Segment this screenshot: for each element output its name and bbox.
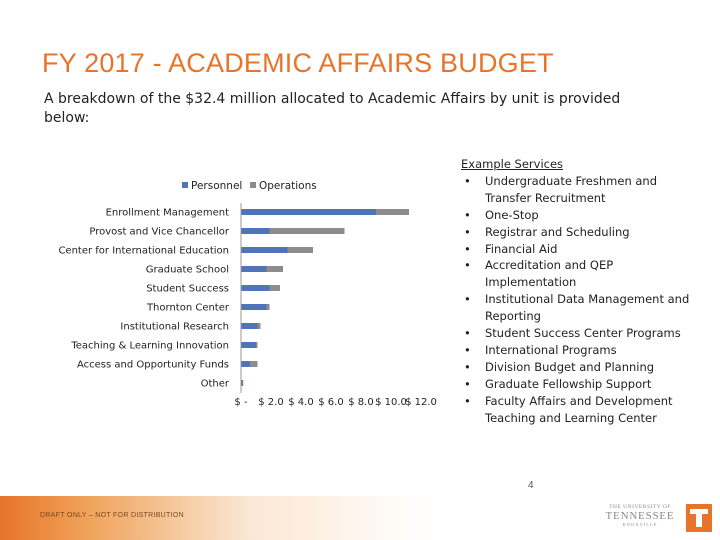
draft-notice: DRAFT ONLY – NOT FOR DISTRIBUTION: [40, 512, 184, 519]
category-label: Thornton Center: [146, 302, 229, 314]
service-item: • Student Success Center Programs: [461, 325, 701, 342]
bar-operations: [250, 361, 258, 367]
bar-personnel: [241, 361, 250, 367]
page-number: 4: [528, 480, 534, 491]
bar-operations: [270, 285, 281, 291]
service-item: • Accreditation and QEP Implementation: [461, 257, 701, 291]
category-label: Provost and Vice Chancellor: [89, 226, 229, 238]
logo-line-3: KNOXVILLE: [622, 522, 658, 527]
bar-personnel: [241, 304, 267, 310]
service-item: • Graduate Fellowship Support: [461, 376, 701, 393]
category-label: Center for International Education: [58, 245, 229, 257]
service-item: • Institutional Data Management and Reporting: [461, 291, 701, 325]
slide-title: FY 2017 - ACADEMIC AFFAIRS BUDGET: [42, 48, 554, 78]
bar-operations: [267, 304, 270, 310]
bar-operations: [256, 342, 258, 348]
legend-swatch: [250, 182, 256, 188]
university-logo: [598, 504, 716, 536]
bar-operations: [243, 380, 244, 386]
x-tick-label: $ 4.0: [288, 397, 314, 408]
power-t-icon: [686, 504, 712, 532]
service-item: • Division Budget and Planning: [461, 359, 701, 376]
bar-personnel: [241, 266, 267, 272]
legend-label: Personnel: [191, 180, 243, 192]
category-label: Enrollment Management: [105, 207, 229, 219]
bar-personnel: [241, 285, 270, 291]
bar-operations: [288, 247, 314, 253]
bar-operations: [270, 228, 345, 234]
services-list: [461, 173, 701, 427]
service-item: • One-Stop: [461, 207, 701, 224]
category-label: Graduate School: [145, 264, 229, 276]
services-title: Example Services: [461, 157, 564, 171]
logo-line-1: THE UNIVERSITY OF: [609, 504, 671, 510]
service-item: • Registrar and Scheduling: [461, 224, 701, 241]
bar-personnel: [241, 323, 258, 329]
bar-personnel: [241, 342, 256, 348]
bar-operations: [376, 209, 409, 215]
category-label: Institutional Research: [120, 321, 229, 333]
example-services-panel: [461, 156, 701, 427]
x-tick-label: $ 12.0: [405, 397, 437, 408]
x-tick-label: $ -: [234, 397, 248, 408]
category-label: Teaching & Learning Innovation: [71, 340, 229, 352]
category-label: Other: [200, 378, 229, 390]
bar-personnel: [241, 247, 288, 253]
budget-bar-chart: [0, 160, 450, 430]
bar-operations: [267, 266, 284, 272]
legend-swatch: [182, 182, 188, 188]
service-item: • International Programs: [461, 342, 701, 359]
legend-label: Operations: [259, 180, 317, 192]
bar-operations: [258, 323, 261, 329]
category-label: Access and Opportunity Funds: [76, 359, 229, 371]
intro-text: A breakdown of the $32.4 million allocated to Academic Affairs by unit is provided below:: [44, 91, 621, 126]
service-item: • Faculty Affairs and Development Teaching and Learning Center: [461, 393, 701, 427]
x-tick-label: $ 6.0: [318, 397, 344, 408]
x-tick-label: $ 8.0: [348, 397, 374, 408]
x-tick-label: $ 2.0: [258, 397, 284, 408]
service-item: • Undergraduate Freshmen and Transfer Recruitment: [461, 173, 701, 207]
category-label: Student Success: [146, 283, 229, 295]
bar-personnel: [241, 209, 376, 215]
x-tick-label: $ 10.0: [375, 397, 407, 408]
logo-text: [598, 504, 682, 527]
logo-line-2: TENNESSEE: [605, 510, 675, 522]
bar-personnel: [241, 228, 270, 234]
service-item: • Financial Aid: [461, 241, 701, 258]
